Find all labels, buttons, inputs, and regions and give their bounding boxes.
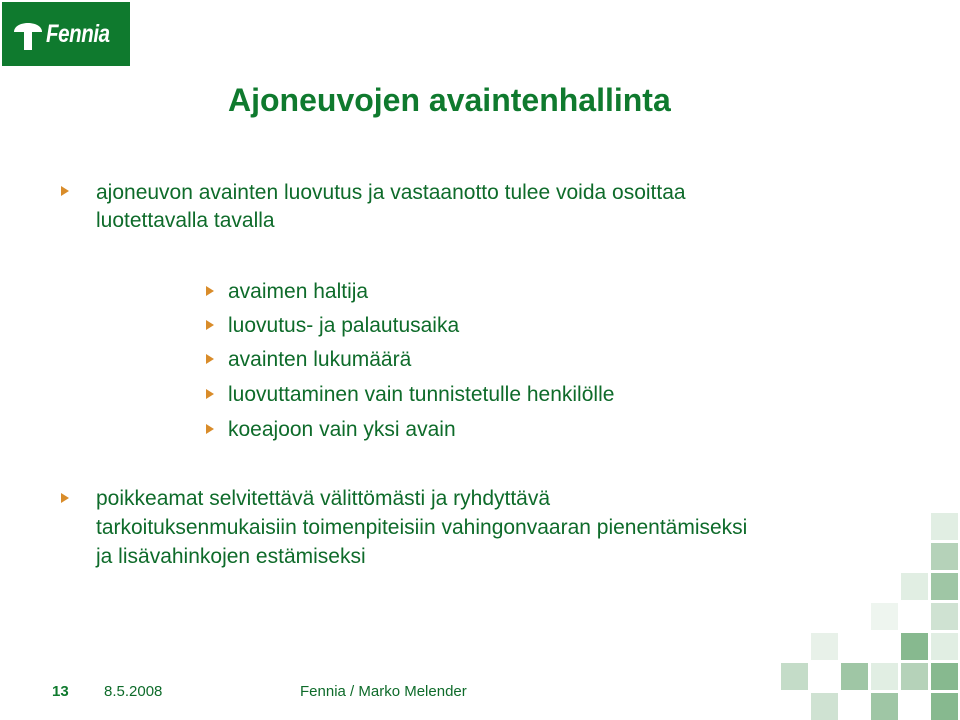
page-title: Ajoneuvojen avaintenhallinta [228, 82, 671, 118]
mushroom-icon [12, 14, 44, 54]
decor-square [811, 633, 838, 660]
decor-square [901, 573, 928, 600]
bullet-text-line: luotettavalla tavalla [96, 209, 275, 232]
bullet-text-line: ja lisävahinkojen estämiseksi [96, 545, 366, 568]
fennia-logo [2, 2, 130, 66]
decor-square [901, 633, 928, 660]
slide-author: Fennia / Marko Melender [300, 683, 467, 700]
decor-square [931, 633, 958, 660]
decor-square [781, 663, 808, 690]
bullet-arrow-icon [206, 286, 214, 296]
decor-square [931, 513, 958, 540]
decor-square [931, 663, 958, 690]
sub-bullet-item: luovuttaminen vain tunnistetulle henkilölle [228, 383, 615, 406]
slide-date: 8.5.2008 [104, 683, 163, 700]
decor-square [931, 543, 958, 570]
bullet-arrow-icon [206, 389, 214, 399]
decor-square [841, 663, 868, 690]
bullet-text-line: ajoneuvon avainten luovutus ja vastaanotto tulee voida osoittaa [96, 181, 686, 204]
bullet-text-line: tarkoituksenmukaisiin toimenpiteisiin vahingonvaaran pienentämiseksi [96, 516, 748, 539]
decor-square [811, 693, 838, 720]
sub-bullet-item: koeajoon vain yksi avain [228, 418, 456, 441]
bullet-arrow-icon [206, 320, 214, 330]
sub-bullet-item: luovutus- ja palautusaika [228, 314, 460, 337]
bullet-text-line: poikkeamat selvitettävä välittömästi ja ryhdyttävä [96, 487, 551, 510]
decor-square [901, 663, 928, 690]
decor-square [931, 603, 958, 630]
decor-square [871, 603, 898, 630]
decor-square [931, 693, 958, 720]
sub-bullet-item: avaimen haltija [228, 280, 369, 303]
bullet-arrow-icon [61, 186, 69, 196]
decor-square [931, 573, 958, 600]
logo-brand-text: Fennia [46, 20, 110, 48]
bullet-arrow-icon [61, 493, 69, 503]
decor-square [871, 693, 898, 720]
sub-bullet-item: avainten lukumäärä [228, 348, 412, 371]
decor-square [871, 663, 898, 690]
bullet-arrow-icon [206, 424, 214, 434]
bullet-arrow-icon [206, 354, 214, 364]
slide-number: 13 [52, 683, 69, 700]
